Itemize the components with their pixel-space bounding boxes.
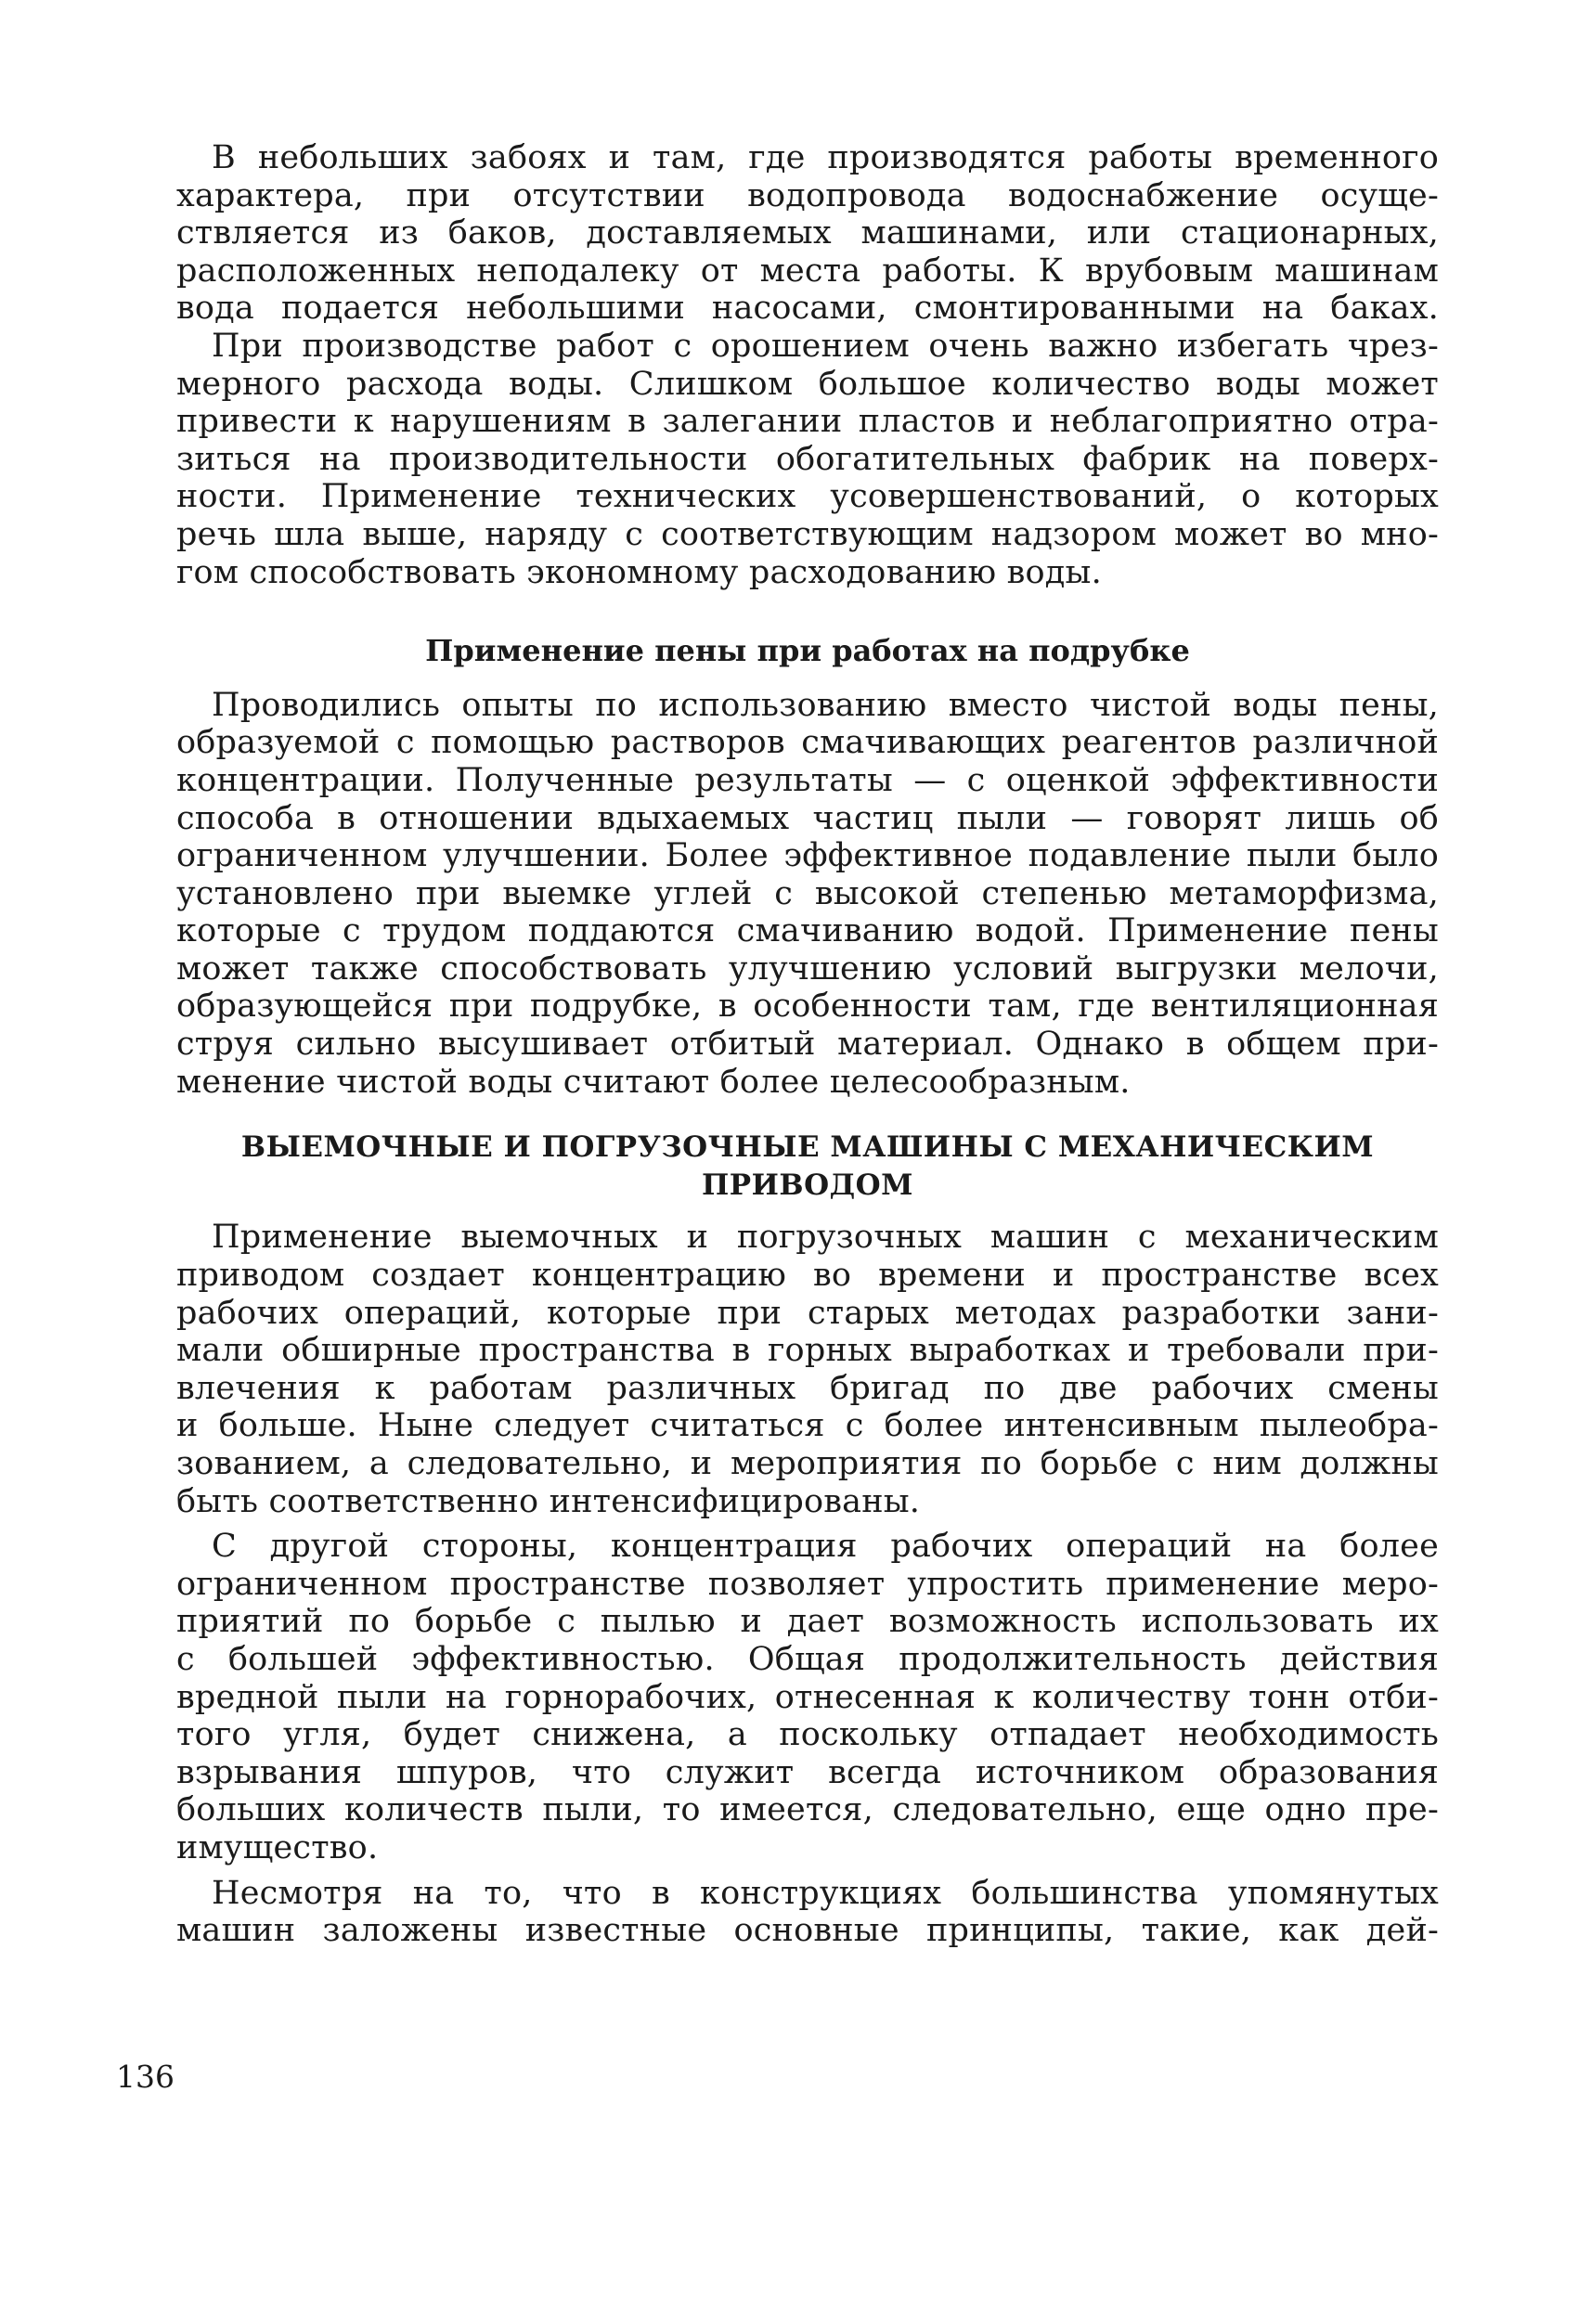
text-line: вредной пыли на горнорабочих, отнесенная к количеству тонн отби- [176, 1678, 1439, 1716]
text-line: ности. Применение технических усовершенствований, о которых [176, 478, 1439, 516]
text-line: зованием, а следовательно, и мероприятия по борьбе с ним должны [176, 1445, 1439, 1482]
text-line: установлено при выемке углей с высокой степенью метаморфизма, [176, 874, 1439, 912]
text-line: имущество. [176, 1828, 379, 1866]
section-heading-machines-line-2: ПРИВОДОМ [702, 1168, 913, 1202]
text-line: Проводились опыты по использованию вместо чистой воды пены, [212, 686, 1439, 724]
text-line: При производстве работ с орошением очень важно избегать чрез- [212, 327, 1439, 365]
text-line: может также способствовать улучшению условий выгрузки мелочи, [176, 949, 1439, 988]
paragraph-4 [176, 1219, 1439, 1520]
text-line: образуемой с помощью растворов смачивающих реагентов различной [176, 724, 1439, 762]
text-line: гом способствовать экономному расходованию воды. [176, 553, 1102, 591]
text-line: характера, при отсутствии водопровода водоснабжение осуще- [176, 176, 1439, 214]
paragraph-1 [176, 139, 1439, 328]
page-number: 136 [116, 2059, 175, 2095]
text-line: и больше. Ныне следует считаться с более интенсивным пылеобра- [176, 1407, 1439, 1445]
text-line: мали обширные пространства в горных выработках и требовали при- [176, 1332, 1439, 1370]
text-line: образующейся при подрубке, в особенности там, где вентиляционная [176, 988, 1439, 1026]
text-line: больших количеств пыли, то имеется, следовательно, еще одно пре- [176, 1791, 1439, 1829]
text-line: машин заложены известные основные принципы, такие, как дей- [176, 1912, 1439, 1950]
text-line: того угля, будет снижена, а поскольку отпадает необходимость [176, 1716, 1439, 1754]
text-line: речь шла выше, наряду с соответствующим надзором может во мно- [176, 515, 1439, 553]
text-line: расположенных неподалеку от места работы. К врубовым машинам [176, 252, 1439, 290]
text-line: Применение выемочных и погрузочных машин с механическим [212, 1219, 1439, 1257]
text-line: струя сильно высушивает отбитый материал. Однако в общем при- [176, 1026, 1439, 1064]
text-line: концентрации. Полученные результаты — с оценкой эффективности [176, 761, 1439, 799]
page-body [176, 139, 1439, 1950]
text-line: привести к нарушениям в залегании пластов и неблагоприятно отра- [176, 403, 1439, 441]
paragraph-2 [176, 328, 1439, 591]
paragraph-3 [176, 687, 1439, 1102]
text-line: Несмотря на то, что в конструкциях большинства упомянутых [212, 1874, 1439, 1912]
paragraph-5 [176, 1528, 1439, 1866]
text-line: которые с трудом поддаются смачиванию водой. Применение пены [176, 912, 1439, 950]
text-line: ствляется из баков, доставляемых машинами, или стационарных, [176, 214, 1439, 252]
text-line: ограниченном улучшении. Более эффективное подавление пыли было [176, 837, 1439, 875]
text-line: приводом создает концентрацию во времени и пространстве всех [176, 1257, 1439, 1295]
text-line: С другой стороны, концентрация рабочих операций на более [212, 1528, 1439, 1566]
section-heading-foam: Применение пены при работах на подрубке [425, 633, 1190, 669]
text-line: рабочих операций, которые при старых методах разработки зани- [176, 1294, 1439, 1332]
text-line: приятий по борьбе с пылью и дает возможность использовать их [176, 1603, 1439, 1641]
text-line: В небольших забоях и там, где производятся работы временного [212, 139, 1439, 176]
text-line: мерного расхода воды. Слишком большое количество воды может [176, 365, 1439, 403]
text-line: влечения к работам различных бригад по две рабочих смены [176, 1369, 1439, 1407]
text-line: ограниченном пространстве позволяет упростить применение меро- [176, 1565, 1439, 1603]
text-line: с большей эффективностью. Общая продолжительность действия [176, 1640, 1439, 1678]
text-line: быть соответственно интенсифицированы. [176, 1482, 921, 1520]
text-line: взрывания шпуров, что служит всегда источником образования [176, 1753, 1439, 1791]
text-line: зиться на производительности обогатительных фабрик на поверх- [176, 440, 1439, 478]
paragraph-6 [176, 1875, 1439, 1950]
text-line: способа в отношении вдыхаемых частиц пыли — говорят лишь об [176, 799, 1439, 837]
text-line: вода подается небольшими насосами, смонтированными на баках. [176, 290, 1439, 328]
text-line: менение чистой воды считают более целесообразным. [176, 1063, 1131, 1101]
section-heading-machines-line-1: ВЫЕМОЧНЫЕ И ПОГРУЗОЧНЫЕ МАШИНЫ С МЕХАНИЧЕСКИМ [240, 1130, 1375, 1165]
